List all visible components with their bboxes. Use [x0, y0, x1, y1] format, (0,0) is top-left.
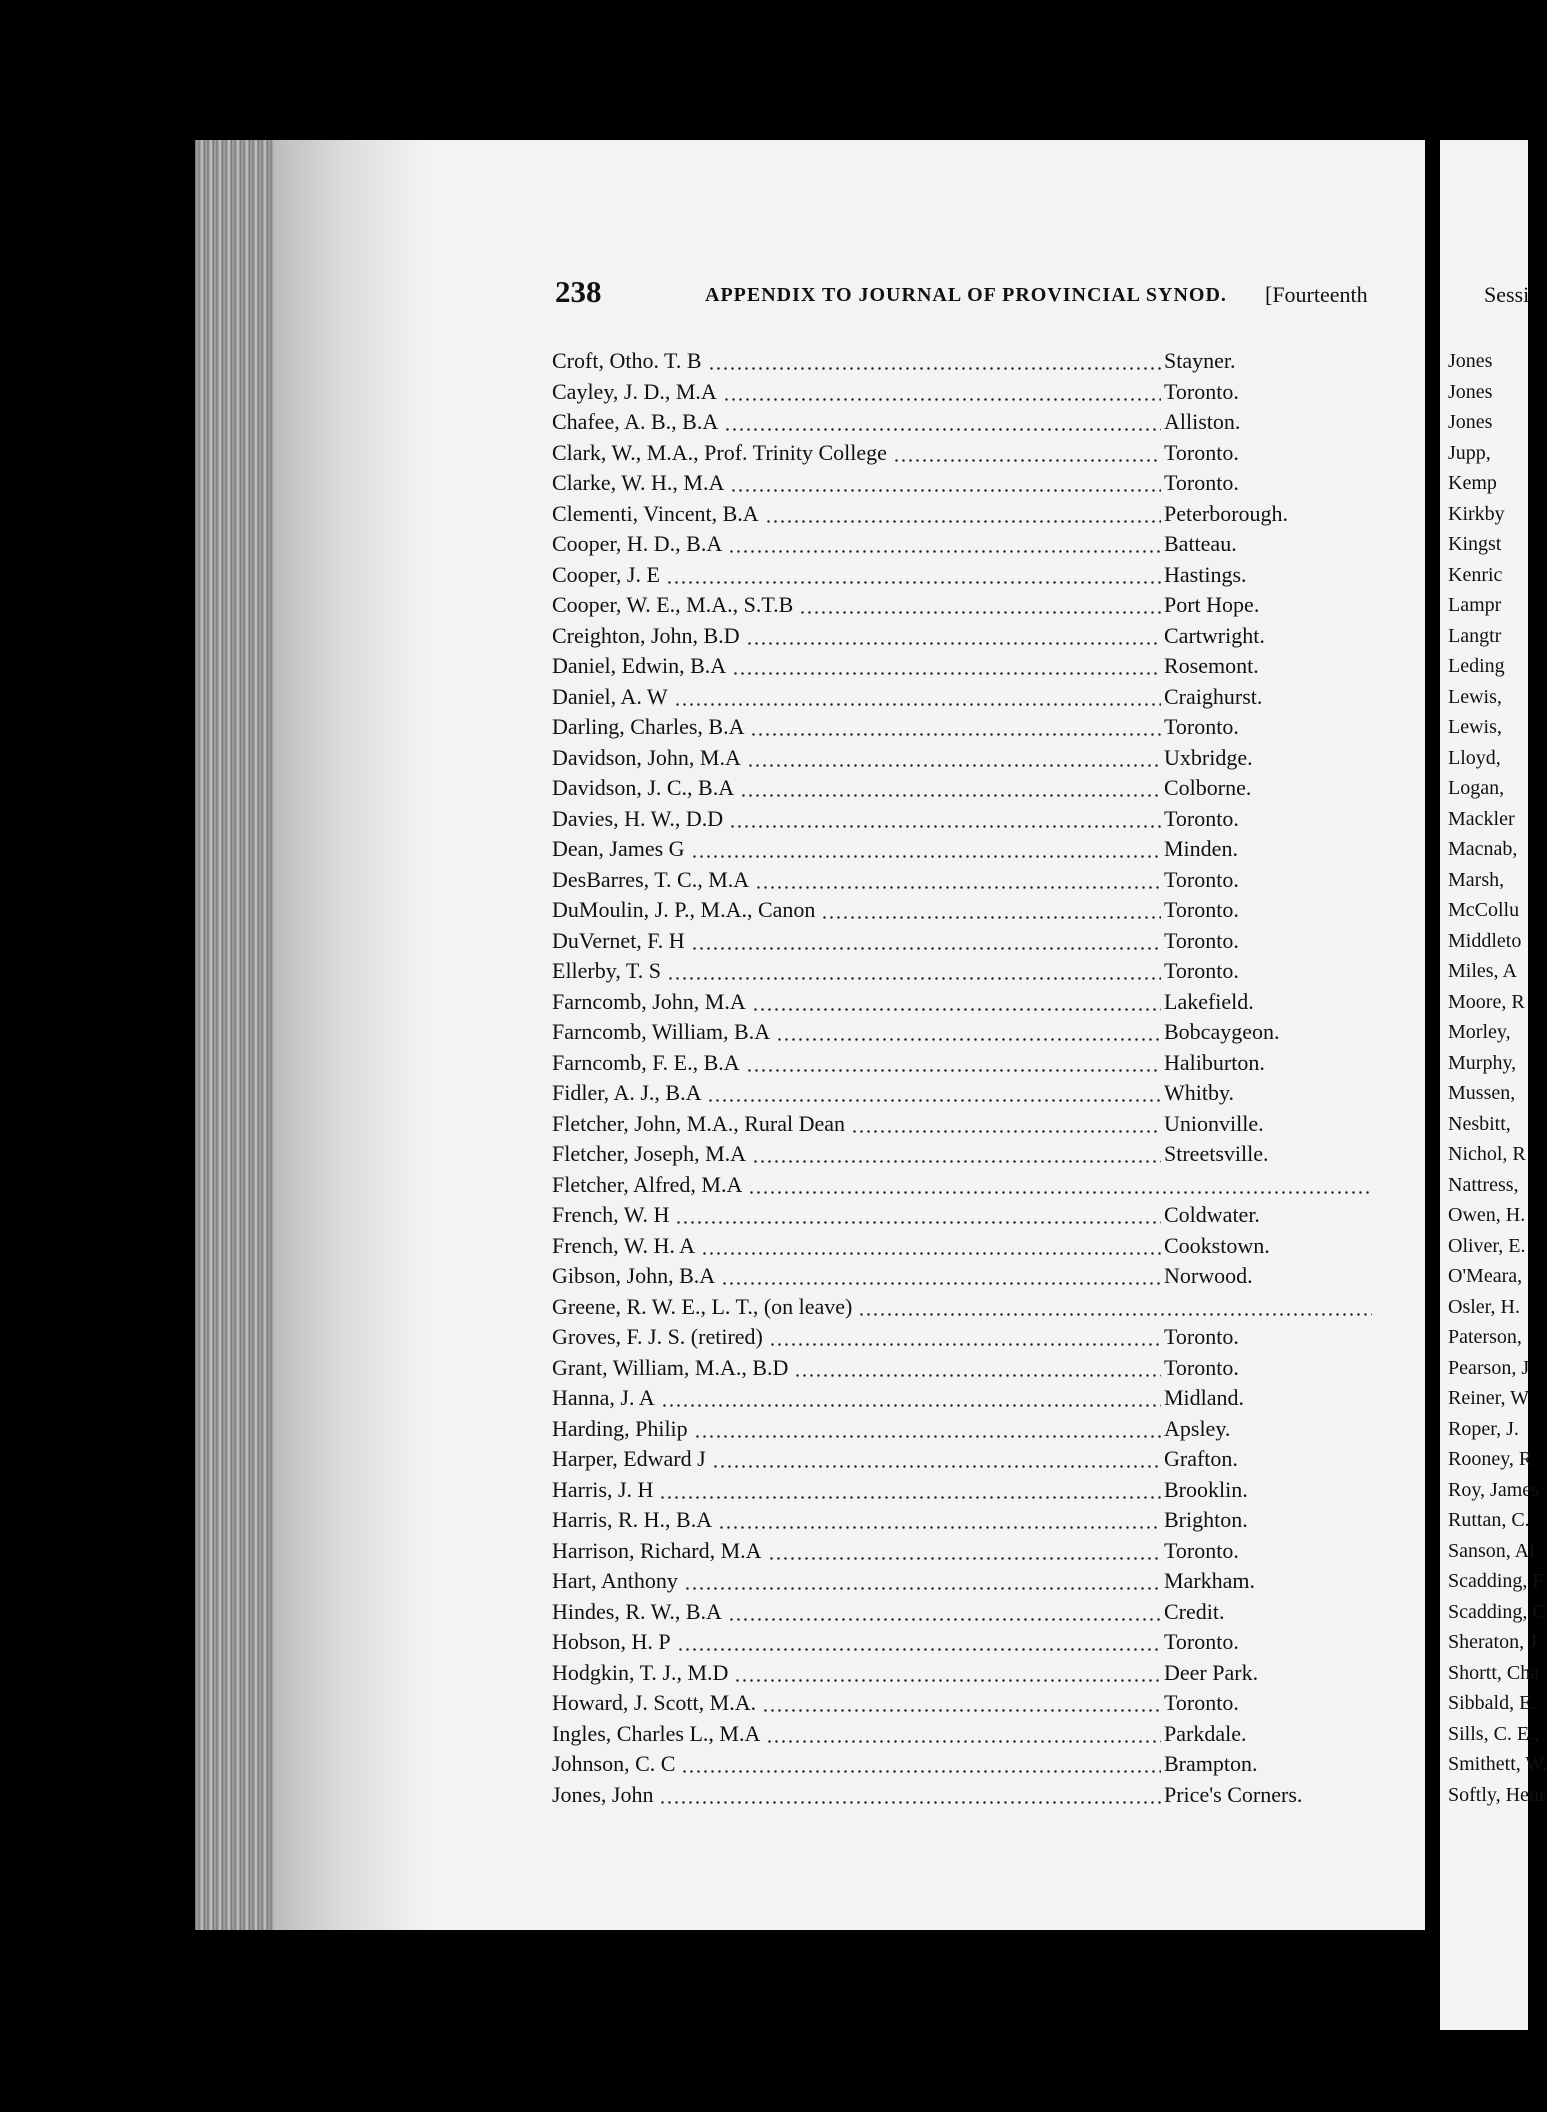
list-entry — [552, 1353, 1412, 1384]
entry-name: French, W. H — [552, 1202, 670, 1227]
list-entry — [552, 468, 1412, 499]
dot-leader — [691, 947, 1161, 950]
entry-name: DesBarres, T. C., M.A — [552, 866, 750, 892]
list-entry — [552, 651, 1412, 682]
right-page-entry-fragment: Moore, R — [1448, 990, 1525, 1013]
book-gutter-shadow — [195, 140, 275, 1930]
entry-name: Clarke, W. H., M.A — [552, 470, 725, 495]
entry-place: Toronto. — [1164, 439, 1239, 465]
entry-name: Hindes, R. W., B.A — [552, 1598, 722, 1624]
page-margin-shading — [275, 140, 425, 1930]
entry-name: Daniel, A. W — [552, 683, 668, 709]
entry-place: Brooklin. — [1164, 1476, 1248, 1502]
right-page-entry-fragment: Sills, C. E., — [1448, 1722, 1540, 1745]
right-page-entry-fragment: Jones — [1448, 350, 1493, 372]
dot-leader — [718, 1526, 1161, 1529]
entry-name: Clark, W., M.A., Prof. Trinity College — [552, 439, 887, 465]
right-page-list — [1448, 346, 1547, 1810]
dot-leader — [821, 916, 1161, 919]
list-entry — [552, 956, 1412, 987]
dot-leader — [748, 1191, 1372, 1194]
list-entry — [552, 621, 1412, 652]
entry-name: Ellerby, T. S — [552, 958, 661, 983]
entry-place: Brighton. — [1164, 1507, 1248, 1532]
entry-name: Farncomb, John, M.A — [552, 988, 746, 1014]
entry-place: Port Hope. — [1164, 592, 1260, 617]
list-entry — [552, 743, 1412, 774]
right-page-entry-fragment: Kingst — [1448, 533, 1502, 555]
entry-name: Hart, Anthony — [552, 1568, 678, 1593]
entry-name: Grant, William, M.A., B.D — [552, 1354, 789, 1380]
entry-place: Toronto. — [1164, 1354, 1239, 1380]
right-page-entry-fragment: Scadding, F — [1448, 1570, 1544, 1592]
right-page-entry-fragment: Nichol, R — [1448, 1143, 1526, 1165]
dot-leader — [661, 1404, 1161, 1407]
entry-place: Minden. — [1164, 836, 1238, 861]
entry-place: Peterborough. — [1164, 500, 1289, 526]
entry-name: Farncomb, F. E., B.A — [552, 1049, 740, 1075]
entry-name: Dean, James G — [552, 836, 685, 861]
entry-name: Cayley, J. D., M.A — [552, 378, 717, 404]
entry-name: Johnson, C. C — [552, 1751, 676, 1776]
dot-leader — [667, 977, 1161, 980]
right-page-entry-fragment: Owen, H. — [1448, 1204, 1526, 1226]
entry-place: Deer Park. — [1164, 1659, 1259, 1685]
entry-name: Davidson, John, M.A — [552, 744, 741, 770]
list-entry — [552, 1322, 1412, 1353]
dot-leader — [766, 1740, 1161, 1743]
right-page-entry-fragment: Rooney, R — [1448, 1448, 1533, 1470]
entry-place: Toronto. — [1164, 805, 1239, 831]
dot-leader — [694, 1435, 1161, 1438]
list-entry — [552, 1109, 1412, 1140]
entry-name: Harris, J. H — [552, 1476, 654, 1502]
entry-name: Hanna, J. A — [552, 1385, 655, 1410]
right-page-entry-fragment: Sanson, Al — [1448, 1539, 1535, 1562]
list-entry — [552, 377, 1412, 408]
dot-leader — [729, 825, 1161, 828]
entry-place: Uxbridge. — [1164, 744, 1253, 770]
right-page-entry-fragment: Roy, James — [1448, 1478, 1539, 1501]
entry-name: DuVernet, F. H — [552, 927, 685, 953]
entry-name: Chafee, A. B., B.A — [552, 409, 719, 434]
list-entry — [552, 499, 1412, 530]
list-entry — [552, 1627, 1412, 1658]
dot-leader — [728, 1618, 1161, 1621]
dot-leader — [659, 1496, 1161, 1499]
dot-leader — [851, 1130, 1161, 1133]
dot-leader — [674, 703, 1161, 706]
list-entry — [552, 346, 1412, 377]
right-page-entry-fragment: Reiner, W — [1448, 1387, 1530, 1409]
entry-place: Streetsville. — [1164, 1141, 1269, 1166]
list-entry — [552, 1383, 1412, 1414]
list-entry — [552, 1414, 1412, 1445]
dot-leader — [776, 1038, 1161, 1041]
entry-name: Fidler, A. J., B.A — [552, 1080, 702, 1105]
entry-name: Farncomb, William, B.A — [552, 1019, 771, 1044]
dot-leader — [724, 428, 1161, 431]
list-entry — [552, 834, 1412, 865]
list-entry — [552, 1536, 1412, 1567]
entry-place: Stayner. — [1164, 348, 1236, 373]
dot-leader — [677, 1648, 1161, 1651]
entry-name: Harrison, Richard, M.A — [552, 1537, 762, 1563]
right-page-entry-fragment: Langtr — [1448, 624, 1502, 647]
entry-place: Cookstown. — [1164, 1232, 1270, 1258]
right-page-entry-fragment: Ruttan, C. — [1448, 1509, 1530, 1531]
entry-place: Toronto. — [1164, 1324, 1239, 1349]
entry-name: Harris, R. H., B.A — [552, 1507, 713, 1532]
list-entry — [552, 1200, 1412, 1231]
right-page-entry-fragment: Jupp, — [1448, 441, 1491, 464]
right-page-entry-fragment: Middleto — [1448, 929, 1522, 952]
entry-name: Greene, R. W. E., L. T., (on leave) — [552, 1293, 853, 1319]
clergy-list — [552, 346, 1412, 1810]
entry-place: Coldwater. — [1164, 1202, 1260, 1227]
entry-place: Toronto. — [1164, 714, 1239, 739]
list-entry — [552, 865, 1412, 896]
right-page-entry-fragment: Lewis, — [1448, 716, 1502, 738]
entry-place: Toronto. — [1164, 958, 1239, 983]
dot-leader — [659, 1801, 1161, 1804]
list-entry — [552, 1688, 1412, 1719]
entry-name: Jones, John — [552, 1781, 654, 1807]
dot-leader — [752, 1008, 1161, 1011]
entry-place: Toronto. — [1164, 1537, 1239, 1563]
entry-place: Parkdale. — [1164, 1720, 1247, 1746]
dot-leader — [701, 1252, 1161, 1255]
entry-name: Clementi, Vincent, B.A — [552, 500, 759, 526]
dot-leader — [675, 1221, 1161, 1224]
entry-place: Toronto. — [1164, 897, 1239, 922]
dot-leader — [721, 1282, 1161, 1285]
right-page-entry-fragment: Kenric — [1448, 563, 1503, 586]
entry-place: Price's Corners. — [1164, 1781, 1303, 1807]
right-page-entry-fragment: Jones — [1448, 411, 1493, 433]
right-page-entry-fragment: Pearson, J — [1448, 1356, 1530, 1379]
entry-place: Cartwright. — [1164, 622, 1265, 648]
entry-name: Gibson, John, B.A — [552, 1263, 716, 1288]
entry-place: Markham. — [1164, 1568, 1256, 1593]
right-page-entry-fragment: McCollu — [1448, 899, 1520, 921]
dot-leader — [691, 855, 1161, 858]
right-page-entry-fragment: Mussen, — [1448, 1082, 1516, 1104]
list-entry — [552, 1170, 1412, 1201]
entry-place: Toronto. — [1164, 470, 1239, 495]
list-entry — [552, 1566, 1412, 1597]
list-entry — [552, 560, 1412, 591]
entry-name: Davidson, J. C., B.A — [552, 775, 735, 800]
right-page-entry-fragment: Nesbitt, — [1448, 1112, 1511, 1135]
right-page-entry-fragment: Sheraton, J — [1448, 1631, 1537, 1653]
dot-leader — [858, 1313, 1372, 1316]
dot-leader — [681, 1770, 1161, 1773]
right-page-entry-fragment: Morley, — [1448, 1021, 1511, 1043]
list-entry — [552, 1749, 1412, 1780]
page-number: 238 — [555, 274, 602, 309]
dot-leader — [755, 886, 1161, 889]
entry-place: Toronto. — [1164, 1629, 1239, 1654]
list-entry — [552, 1139, 1412, 1170]
entry-name: Cooper, J. E — [552, 561, 660, 587]
right-page-header-fragment: Sessi — [1484, 282, 1530, 307]
dot-leader — [723, 398, 1161, 401]
entry-place: Grafton. — [1164, 1446, 1238, 1471]
list-entry — [552, 682, 1412, 713]
right-page-entry-fragment: Paterson, — [1448, 1326, 1522, 1348]
dot-leader — [752, 1160, 1161, 1163]
entry-place: Toronto. — [1164, 1690, 1239, 1715]
right-page-entry-fragment: Macnab, — [1448, 838, 1518, 860]
entry-place: Bobcaygeon. — [1164, 1019, 1280, 1044]
entry-name: Cooper, H. D., B.A — [552, 531, 723, 556]
right-page-entry-fragment: Lewis, — [1448, 685, 1502, 708]
dot-leader — [747, 764, 1161, 767]
list-entry — [552, 773, 1412, 804]
dot-leader — [750, 733, 1161, 736]
running-title-continuation: [Fourteenth — [1265, 282, 1368, 307]
entry-place: Toronto. — [1164, 378, 1239, 404]
list-entry — [552, 1078, 1412, 1109]
right-page-entry-fragment: Sibbald, E. — [1448, 1692, 1537, 1714]
entry-name: Davies, H. W., D.D — [552, 805, 724, 831]
list-entry — [552, 1658, 1412, 1689]
entry-place: Toronto. — [1164, 866, 1239, 892]
dot-leader — [794, 1374, 1161, 1377]
dot-leader — [707, 1099, 1161, 1102]
right-page-entry-fragment: Oliver, E. — [1448, 1234, 1526, 1257]
dot-leader — [762, 1709, 1161, 1712]
entry-name: Creighton, John, B.D — [552, 622, 740, 648]
right-page-entry-fragment: Lloyd, — [1448, 746, 1501, 769]
list-entry — [552, 438, 1412, 469]
entry-name: Hobson, H. P — [552, 1629, 671, 1654]
entry-name: Groves, F. J. S. (retired) — [552, 1324, 763, 1349]
entry-place: Brampton. — [1164, 1751, 1258, 1776]
dot-leader — [730, 489, 1161, 492]
right-page-entry-fragment: Marsh, — [1448, 868, 1505, 891]
entry-place: Norwood. — [1164, 1263, 1253, 1288]
entry-place: Credit. — [1164, 1598, 1225, 1624]
list-entry — [552, 987, 1412, 1018]
entry-place: Apsley. — [1164, 1415, 1231, 1441]
entry-name: Darling, Charles, B.A — [552, 714, 745, 739]
right-page-entry-fragment: Miles, A — [1448, 960, 1517, 982]
dot-leader — [768, 1557, 1161, 1560]
entry-name: Cooper, W. E., M.A., S.T.B — [552, 592, 794, 617]
dot-leader — [765, 520, 1161, 523]
right-page-entry-fragment: Osler, H. — [1448, 1295, 1520, 1318]
right-page-entry-fragment: Kirkby — [1448, 502, 1505, 525]
right-page-entry-fragment: Mackler — [1448, 807, 1515, 830]
entry-name: Ingles, Charles L., M.A — [552, 1720, 761, 1746]
entry-name: DuMoulin, J. P., M.A., Canon — [552, 897, 816, 922]
entry-place: Alliston. — [1164, 409, 1241, 434]
entry-place: Midland. — [1164, 1385, 1245, 1410]
list-entry — [552, 1261, 1412, 1292]
right-page-entry-fragment: Logan, — [1448, 777, 1505, 799]
entry-place: Whitby. — [1164, 1080, 1235, 1105]
running-title: APPENDIX TO JOURNAL OF PROVINCIAL SYNOD. — [705, 284, 1227, 306]
dot-leader — [769, 1343, 1161, 1346]
right-page-entry-fragment: Smithett, W. — [1448, 1753, 1547, 1775]
list-entry — [552, 590, 1412, 621]
list-entry — [552, 895, 1412, 926]
entry-name: Fletcher, Joseph, M.A — [552, 1141, 747, 1166]
dot-leader — [740, 794, 1161, 797]
entry-place: Haliburton. — [1164, 1049, 1265, 1075]
entry-name: Hodgkin, T. J., M.D — [552, 1659, 729, 1685]
entry-place: Craighurst. — [1164, 683, 1263, 709]
entry-place: Colborne. — [1164, 775, 1252, 800]
entry-name: Harper, Edward J — [552, 1446, 706, 1471]
right-page-entry-fragment: O'Meara, — [1448, 1265, 1523, 1287]
page-header — [555, 274, 1400, 320]
entry-place: Toronto. — [1164, 927, 1239, 953]
list-entry — [552, 1017, 1412, 1048]
list-entry — [552, 1475, 1412, 1506]
list-entry — [552, 1048, 1412, 1079]
entry-place: Unionville. — [1164, 1110, 1264, 1136]
entry-name: Harding, Philip — [552, 1415, 688, 1441]
dot-leader — [746, 1069, 1161, 1072]
list-entry — [552, 1292, 1412, 1323]
dot-leader — [708, 367, 1161, 370]
entry-name: Fletcher, Alfred, M.A — [552, 1171, 743, 1197]
right-page-entry-fragment: Murphy, — [1448, 1051, 1517, 1074]
entry-name: Fletcher, John, M.A., Rural Dean — [552, 1110, 846, 1136]
list-entry — [552, 712, 1412, 743]
right-page-entry-fragment: Shortt, Cha — [1448, 1661, 1540, 1684]
dot-leader — [734, 1679, 1161, 1682]
entry-name: Howard, J. Scott, M.A. — [552, 1690, 757, 1715]
entry-place: Rosemont. — [1164, 653, 1259, 678]
list-entry — [552, 1597, 1412, 1628]
entry-place: Batteau. — [1164, 531, 1237, 556]
entry-place: Lakefield. — [1164, 988, 1254, 1014]
list-entry — [552, 1780, 1412, 1811]
list-entry — [552, 1719, 1412, 1750]
dot-leader — [732, 672, 1161, 675]
list-entry — [552, 804, 1412, 835]
list-entry — [552, 407, 1412, 438]
dot-leader — [893, 459, 1161, 462]
right-page-entry-fragment: Roper, J. — [1448, 1417, 1519, 1440]
list-entry — [552, 1231, 1412, 1262]
right-page-entry-fragment: Leding — [1448, 655, 1505, 677]
dot-leader — [746, 642, 1161, 645]
entry-place: Hastings. — [1164, 561, 1247, 587]
list-entry — [552, 1444, 1412, 1475]
right-page-entry-fragment: Kemp — [1448, 472, 1497, 494]
right-page-entry-fragment: Lampr — [1448, 594, 1502, 616]
dot-leader — [684, 1587, 1161, 1590]
right-page-entry-fragment: Softly, Henr — [1448, 1783, 1546, 1806]
entry-name: Daniel, Edwin, B.A — [552, 653, 727, 678]
right-page-entry-fragment: Scadding, C — [1448, 1600, 1546, 1623]
list-entry — [552, 926, 1412, 957]
right-page-entry-fragment: Jones — [1448, 380, 1493, 403]
list-entry — [552, 529, 1412, 560]
dot-leader — [799, 611, 1161, 614]
entry-name: Croft, Otho. T. B — [552, 348, 702, 373]
right-page-entry-fragment: Nattress, — [1448, 1173, 1519, 1196]
list-entry — [552, 1505, 1412, 1536]
entry-name: French, W. H. A — [552, 1232, 695, 1258]
dot-leader — [666, 581, 1161, 584]
dot-leader — [712, 1465, 1161, 1468]
dot-leader — [728, 550, 1161, 553]
